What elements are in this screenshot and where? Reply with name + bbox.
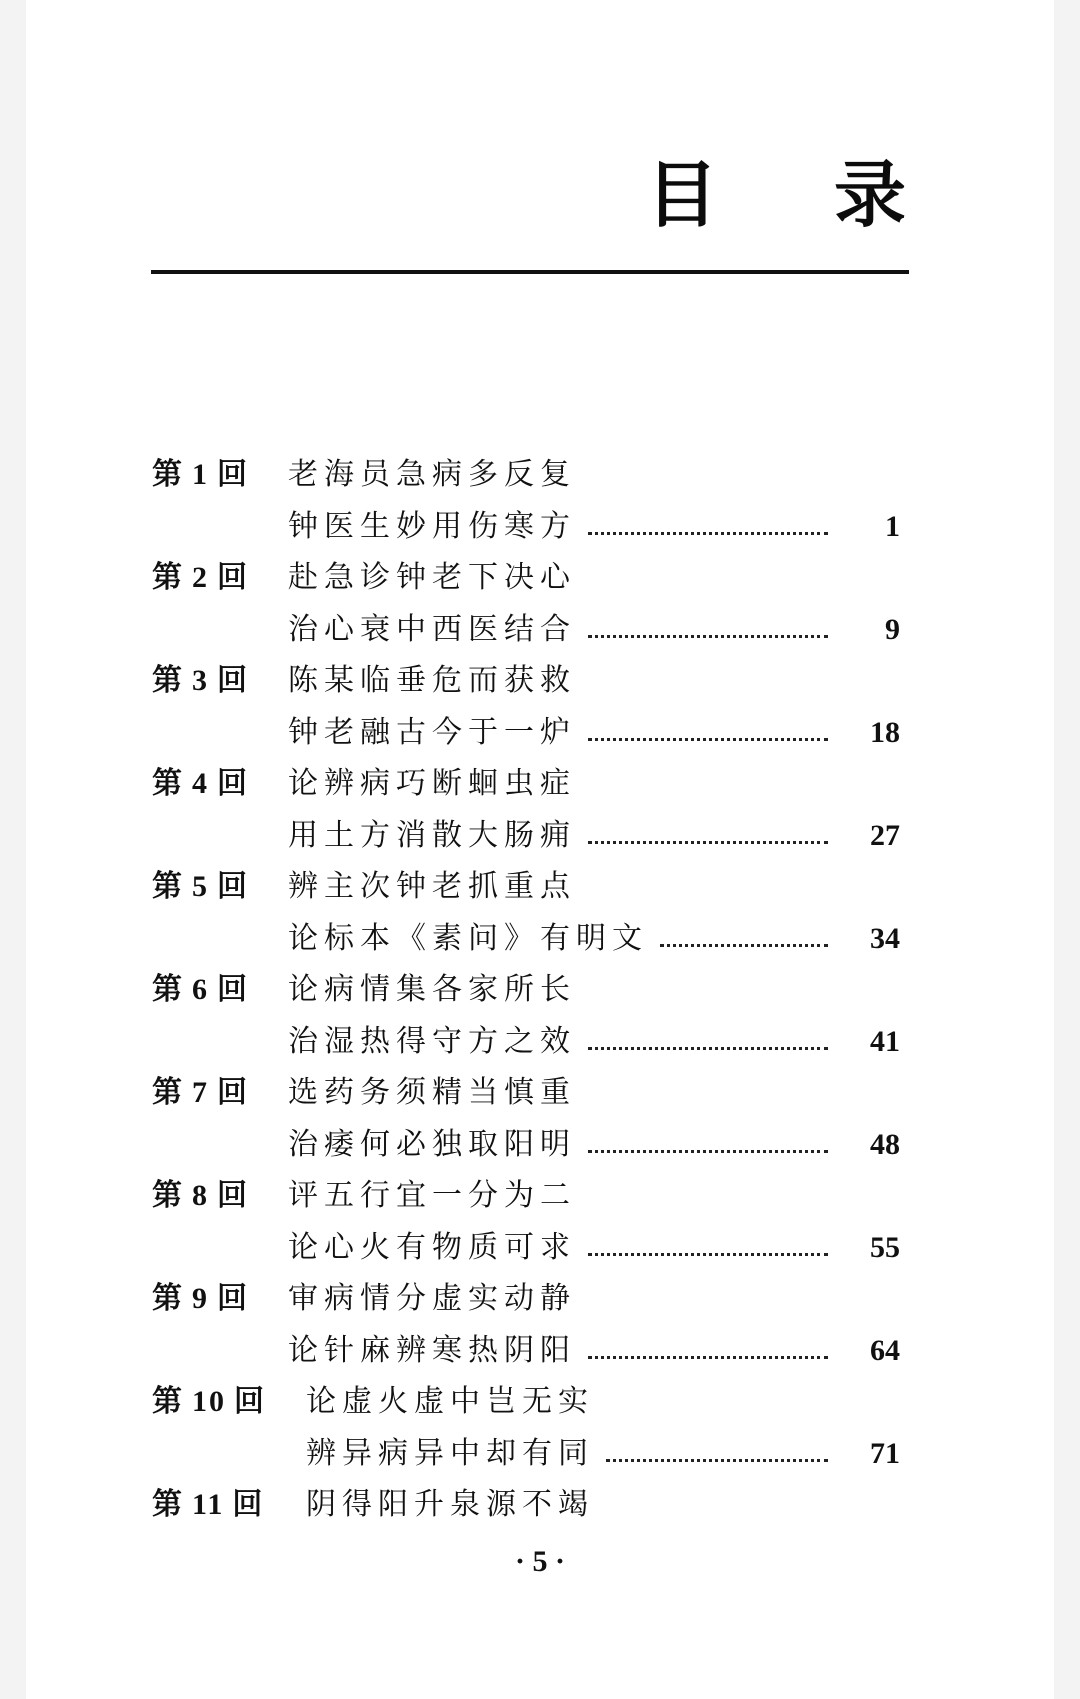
chapter-number: 4	[192, 767, 209, 800]
entry-title-line-2: 钟医生妙用伤寒方	[288, 508, 576, 544]
entry-page-number: 71	[870, 1436, 900, 1470]
entry-page-number: 1	[885, 509, 900, 543]
entry-title-line-1: 论病情集各家所长	[288, 972, 576, 1007]
chapter-prefix: 第	[152, 1075, 184, 1110]
chapter-suffix: 回	[217, 869, 249, 904]
chapter-prefix: 第	[152, 869, 184, 904]
chapter-suffix: 回	[234, 1384, 266, 1419]
chapter-label	[152, 1379, 266, 1425]
dot-leader	[588, 710, 828, 756]
chapter-prefix: 第	[152, 560, 184, 595]
chapter-number: 7	[192, 1076, 209, 1109]
entry-title-line-2: 论标本《素问》有明文	[288, 920, 648, 956]
chapter-label	[152, 555, 249, 601]
entry-title-line-2: 论心火有物质可求	[288, 1229, 576, 1265]
chapter-prefix: 第	[152, 972, 184, 1007]
chapter-prefix: 第	[152, 457, 184, 492]
entry-page-number: 55	[870, 1230, 900, 1264]
dot-leader	[588, 1328, 828, 1374]
chapter-suffix: 回	[217, 766, 249, 801]
chapter-label	[152, 1070, 249, 1116]
toc-entry-line-2	[0, 916, 1080, 962]
chapter-suffix: 回	[217, 972, 249, 1007]
title-char-1: 目	[646, 153, 719, 237]
toc-entry-line-1	[0, 1276, 1080, 1322]
chapter-number: 5	[192, 870, 209, 903]
chapter-number: 6	[192, 973, 209, 1006]
toc-entry-line-2	[0, 1122, 1080, 1168]
entry-page-number: 9	[885, 612, 900, 646]
entry-page-number: 41	[870, 1024, 900, 1058]
entry-title-line-1: 选药务须精当慎重	[288, 1075, 576, 1110]
page-number-footer: · 5 ·	[514, 1545, 565, 1578]
chapter-label	[152, 658, 249, 704]
toc-entry-line-1	[0, 658, 1080, 704]
toc-entry-line-1	[0, 1379, 1080, 1425]
toc-entry-line-1	[0, 967, 1080, 1013]
entry-page-number: 48	[870, 1127, 900, 1161]
toc-entry-line-1	[0, 864, 1080, 910]
entry-page-number: 27	[870, 818, 900, 852]
entry-title-line-1: 陈某临垂危而获救	[288, 663, 576, 698]
toc-entry-line-1	[0, 1482, 1080, 1528]
entry-title-line-2: 辨异病异中却有同	[306, 1435, 594, 1471]
chapter-label	[152, 967, 249, 1013]
chapter-prefix: 第	[152, 766, 184, 801]
toc-entry-line-1	[0, 761, 1080, 807]
entry-title-line-1: 赴急诊钟老下决心	[288, 560, 576, 595]
chapter-label	[152, 1276, 249, 1322]
chapter-prefix: 第	[152, 663, 184, 698]
toc-entry-line-2	[0, 1019, 1080, 1065]
chapter-number: 2	[192, 561, 209, 594]
entry-title-line-1: 论辨病巧断蛔虫症	[288, 766, 576, 801]
entry-title-line-1: 评五行宜一分为二	[288, 1178, 576, 1213]
title-char-2: 录	[833, 153, 906, 237]
dot-leader	[588, 1122, 828, 1168]
chapter-suffix: 回	[217, 1075, 249, 1110]
toc-entry-line-1	[0, 1173, 1080, 1219]
entry-title-line-2: 治湿热得守方之效	[288, 1023, 576, 1059]
chapter-prefix: 第	[152, 1384, 184, 1419]
toc-entry-line-2	[0, 1225, 1080, 1271]
chapter-suffix: 回	[217, 1178, 249, 1213]
chapter-prefix: 第	[152, 1487, 184, 1522]
chapter-suffix: 回	[217, 560, 249, 595]
chapter-label	[152, 452, 249, 498]
chapter-prefix: 第	[152, 1178, 184, 1213]
toc-entry-line-2	[0, 504, 1080, 550]
entry-page-number: 18	[870, 715, 900, 749]
entry-title-line-1: 老海员急病多反复	[288, 457, 576, 492]
dot-leader	[660, 916, 828, 962]
chapter-suffix: 回	[232, 1487, 265, 1522]
entry-page-number: 64	[870, 1333, 900, 1367]
dot-leader	[588, 813, 828, 859]
toc-entry-line-2	[0, 1328, 1080, 1374]
chapter-number: 8	[192, 1179, 209, 1212]
entry-title-line-2: 钟老融古今于一炉	[288, 714, 576, 750]
dot-leader	[588, 1225, 828, 1271]
toc-entry-line-1	[0, 452, 1080, 498]
dot-leader	[588, 607, 828, 653]
chapter-suffix: 回	[217, 663, 249, 698]
chapter-number: 10	[192, 1385, 226, 1418]
entry-title-line-1: 阴得阳升泉源不竭	[306, 1487, 594, 1522]
chapter-suffix: 回	[217, 1281, 249, 1316]
chapter-number: 9	[192, 1282, 209, 1315]
chapter-prefix: 第	[152, 1281, 184, 1316]
entry-title-line-2: 用土方消散大肠痈	[288, 817, 576, 853]
entry-title-line-1: 论虚火虚中岂无实	[306, 1384, 594, 1419]
dot-leader	[588, 504, 828, 550]
entry-title-line-1: 审病情分虚实动静	[288, 1281, 576, 1316]
toc-entry-line-2	[0, 607, 1080, 653]
dot-leader	[606, 1431, 828, 1477]
chapter-number: 11	[192, 1488, 225, 1521]
toc-entry-line-1	[0, 1070, 1080, 1116]
chapter-label	[152, 1173, 249, 1219]
toc-entry-line-2	[0, 813, 1080, 859]
title-rule	[151, 270, 909, 274]
chapter-number: 1	[192, 458, 209, 491]
chapter-label	[152, 761, 249, 807]
entry-title-line-2: 论针麻辨寒热阴阳	[288, 1332, 576, 1368]
toc-entry-line-2	[0, 1431, 1080, 1477]
chapter-label	[152, 1482, 264, 1528]
toc-entry-line-2	[0, 710, 1080, 756]
chapter-number: 3	[192, 664, 209, 697]
dot-leader	[588, 1019, 828, 1065]
entry-title-line-1: 辨主次钟老抓重点	[288, 869, 576, 904]
entry-page-number: 34	[870, 921, 900, 955]
chapter-label	[152, 864, 249, 910]
toc-entry-line-1	[0, 555, 1080, 601]
page-title	[646, 150, 906, 240]
chapter-suffix: 回	[217, 457, 249, 492]
entry-title-line-2: 治痿何必独取阳明	[288, 1126, 576, 1162]
entry-title-line-2: 治心衰中西医结合	[288, 611, 576, 647]
